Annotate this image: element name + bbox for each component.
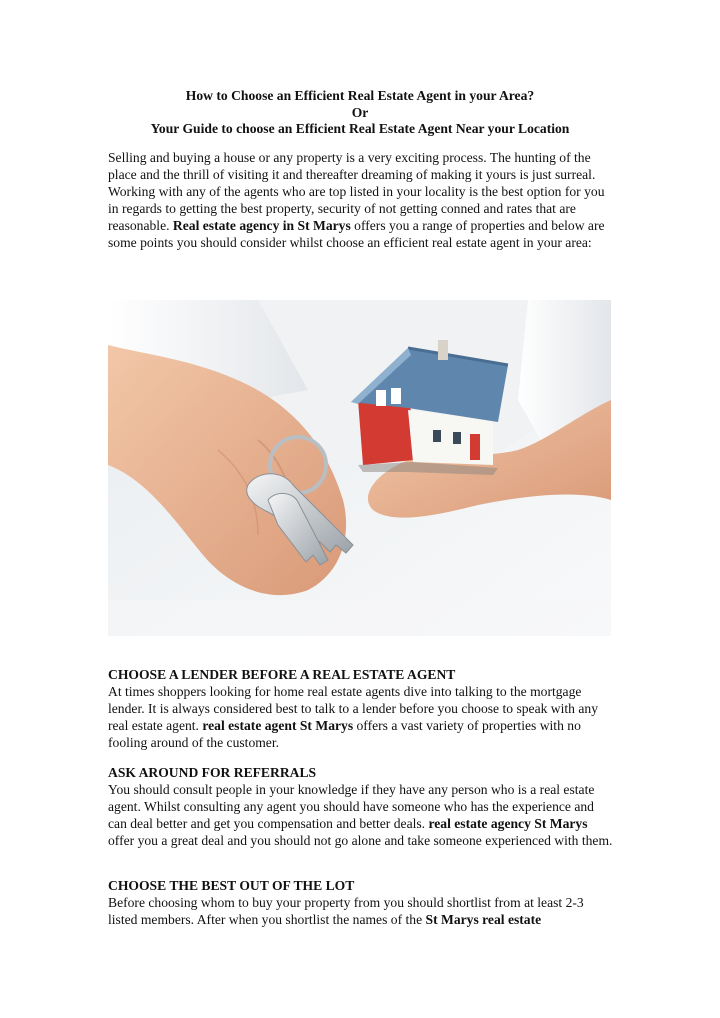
section-body (108, 782, 614, 850)
section-text-before: You should consult people in your knowledge if they have any person who is a real estate agent. Whilst consulting any agent you should have someone who has the experience and can deal better and get you compensation and better deals. (108, 781, 595, 831)
section-heading: CHOOSE THE BEST OUT OF THE LOT (108, 878, 355, 893)
section-heading: CHOOSE A LENDER BEFORE A REAL ESTATE AGENT (108, 667, 456, 682)
section-text-after: offer you a great deal and you should not go alone and take someone experienced with them. (108, 832, 613, 848)
title-line-3: Your Guide to choose an Efficient Real Estate Agent Near your Location (150, 121, 570, 136)
title-line-2: Or (351, 104, 369, 120)
section-text-after: offers a vast variety of properties with no fooling around of the customer. (108, 717, 581, 750)
title-line-1: How to Choose an Efficient Real Estate Agent in your Area? (185, 88, 535, 103)
intro-text-after: offers you a range of properties and below are some points you should consider whilst choose an efficient real estate agent in your area: (108, 217, 605, 250)
section-best-of-lot (108, 878, 614, 929)
section-heading: ASK AROUND FOR REFERRALS (108, 765, 317, 780)
hands-house-keys-photo (108, 300, 611, 636)
intro-text-before: Selling and buying a house or any property is a very exciting process. The hunting of the place and the thrill of visiting it and thereafter dreaming of making it yours is just surreal. Working with any of the agents who are top listed in your locality is the best option for you in regards to getting the best property, security of not getting conned and rates that are reasonable. (108, 150, 605, 233)
section-bold-link: real estate agency St Marys (428, 815, 588, 831)
section-body (108, 895, 614, 929)
section-bold-link: real estate agent St Marys (202, 717, 354, 733)
section-bold-link: St Marys real estate (425, 911, 542, 927)
document-title (108, 88, 612, 138)
intro-paragraph (108, 150, 614, 251)
section-referrals (108, 765, 614, 850)
section-text-before: At times shoppers looking for home real estate agents dive into talking to the mortgage lender. It is always considered best to talk to a lender before you choose to speak with any real estate agent. (108, 683, 598, 733)
section-body (108, 684, 614, 752)
intro-bold-link: Real estate agency in St Marys (172, 217, 351, 233)
section-lender (108, 667, 614, 752)
section-text-before: Before choosing whom to buy your property from you should shortlist from at least 2-3 listed members. After when you shortlist the names of the (108, 894, 584, 927)
